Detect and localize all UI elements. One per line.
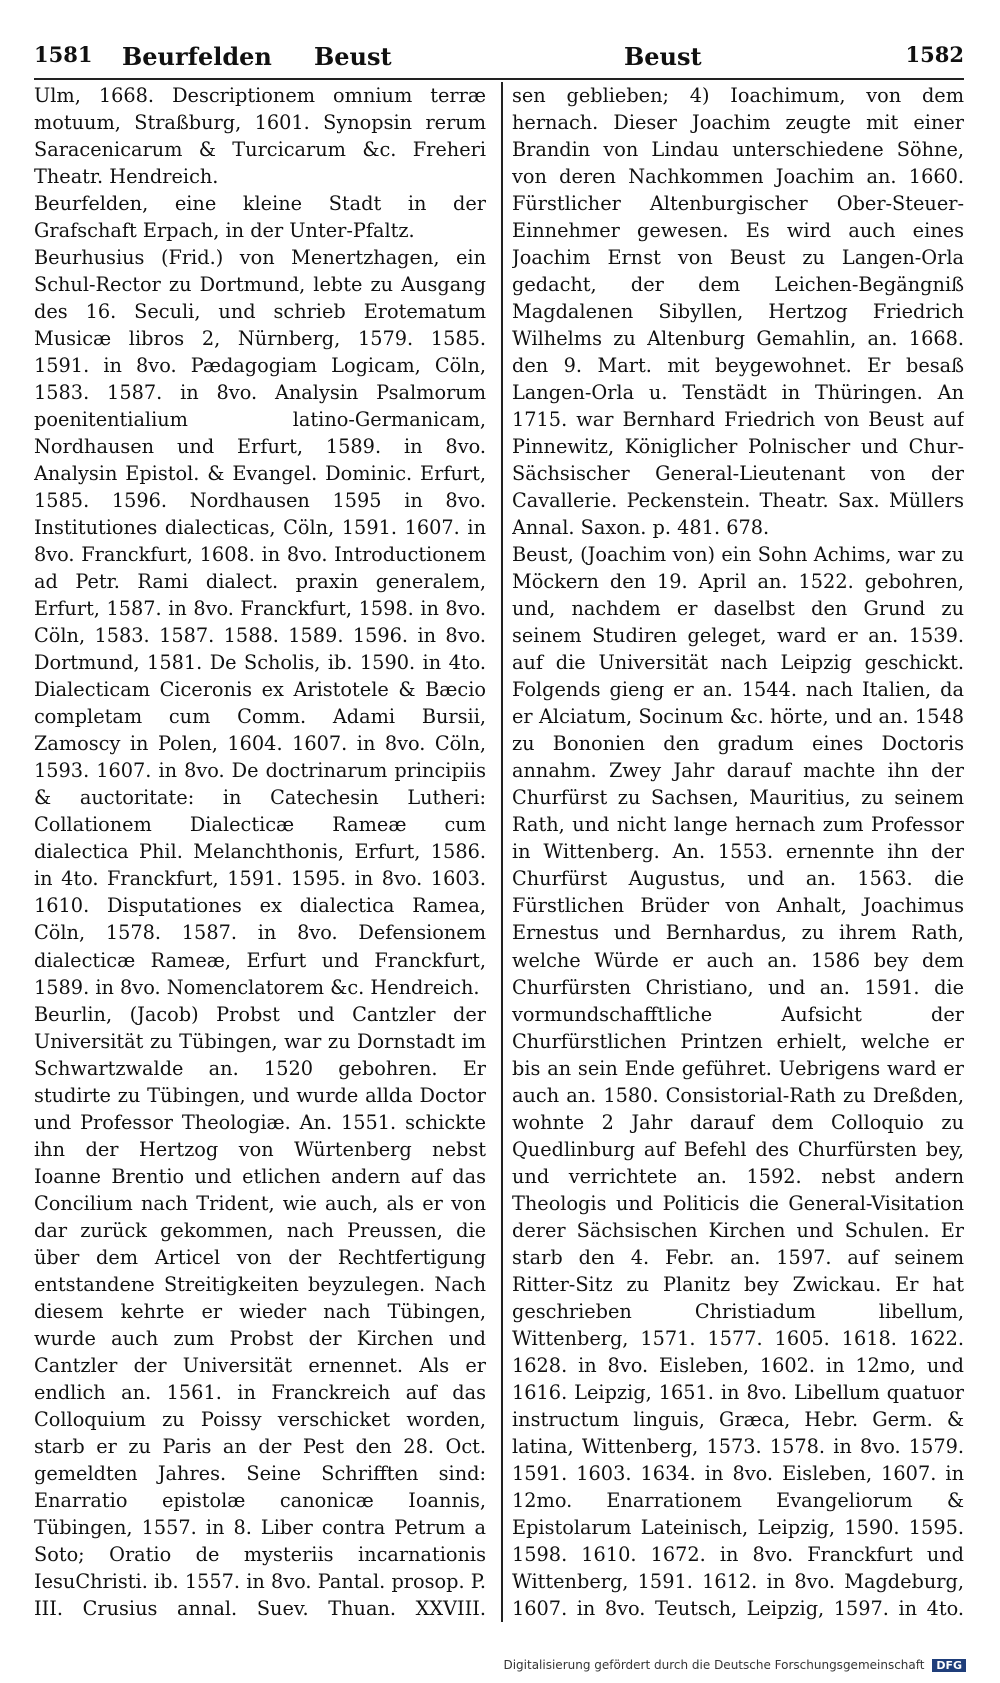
left-column xyxy=(34,82,486,1622)
article-paragraph: sen geblieben; 4) Ioachimum, von dem hernach. Dieser Joachim zeugte mit einer Brandin von Lindau unterschiedene Söhne, von deren Nachkommen Joachim an. 1660. Fürstlicher Altenburgischer Ober-Steuer-Einnehmer gewesen. Es wird auch eines Joachim Ernst von Beust zu Langen-Orla gedacht, der dem Leichen-Begängniß Magdalenen Sibyllen, Hertzog Friedrich Wilhelms zu Altenburg Gemahlin, an. 1668. den 9. Mart. mit beygewohnet. Er besaß Langen-Orla u. Tenstädt in Thüringen. An 1715. war Bernhard Friedrich von Beust auf Pinnewitz, Königlicher Polnischer und Chur-Sächsischer General-Lieutenant von der Cavallerie. Peckenstein. Theatr. Sax. Müllers Annal. Saxon. p. 481. 678. xyxy=(512,84,964,540)
header-keyword-left-1: Beurfelden xyxy=(122,42,272,71)
article-paragraph: Beurfelden, eine kleine Stadt in der Grafschaft Erpach, in der Unter-Pfaltz. xyxy=(34,192,486,243)
article-paragraph: Beurhusius (Frid.) von Menertzhagen, ein Schul-Rector zu Dortmund, lebte zu Ausgang des 16. Seculi, und schrieb Erotematum Musicæ libros 2, Nürnberg, 1579. 1585. 1591. in 8vo. Pædagogiam Logicam, Cöln, 1583. 1587. in 8vo. Analysin Psalmorum poenitentialium latino-Germanicam, Nordhausen und Erfurt, 1589. in 8vo. Analysin Epistol. & Evangel. Dominic. Erfurt, 1585. 1596. Nordhausen 1595 in 8vo. Institutiones dialecticas, Cöln, 1591. 1607. in 8vo. Franckfurt, 1608. in 8vo. Introductionem ad Petr. Rami dialect. praxin generalem, Erfurt, 1587. in 8vo. Franckfurt, 1598. in 8vo. Cöln, 1583. 1587. 1588. 1589. 1596. in 8vo. Dortmund, 1581. De Scholis, ib. 1590. in 4to. Dialecticam Ciceronis ex Aristotele & Bæcio completam cum Comm. Adami Bursii, Zamoscy in Polen, 1604. 1607. in 8vo. Cöln, 1593. 1607. in 8vo. De doctrinarum principiis & auctoritate: in Catechesin Lutheri: Collationem Dialecticæ Rameæ cum dialectica Phil. Melanchthonis, Erfurt, 1586. in 4to. Franckfurt, 1591. 1595. in 8vo. 1603. 1610. Disputationes ex dialectica Ramea, Cöln, 1578. 1587. in 8vo. Defensionem dialecticæ Rameæ, Erfurt und Franckfurt, 1589. in 8vo. Nomenclatorem &c. Hendreich. xyxy=(34,246,486,999)
article-paragraph: Ulm, 1668. Descriptionem omnium terræ motuum, Straßburg, 1601. Synopsin rerum Saracenicarum & Turcicarum &c. Freheri Theatr. Hendreich. xyxy=(34,84,486,189)
column-divider xyxy=(501,82,503,1622)
page-number-right: 1582 xyxy=(905,42,964,67)
page-header xyxy=(34,38,964,80)
footer xyxy=(503,1658,966,1672)
article-paragraph: Beust, (Joachim von) ein Sohn Achims, war zu Möckern den 19. April an. 1522. gebohren, und, nachdem er daselbst den Grund zu seinem Studiren geleget, ward er an. 1539. auf die Universität nach Leipzig geschickt. Folgends gieng er an. 1544. nach Italien, da er Alciatum, Socinum &c. hörte, und an. 1548 zu Bononien den gradum eines Doctoris annahm. Zwey Jahr darauf machte ihn der Churfürst zu Sachsen, Mauritius, zu seinem Rath, und nicht lange hernach zum Professor in Wittenberg. An. 1553. ernennte ihn der Churfürst Augustus, und an. 1563. die Fürstlichen Brüder von Anhalt, Joachimus Ernestus und Bernhardus, zu ihrem Rath, welche Würde er auch an. 1586 bey dem Churfürsten Christiano, und an. 1591. die vormundschafftliche Aufsicht der Churfürstlichen Printzen erhielt, welche er bis an sein Ende geführet. Uebrigens ward er auch an. 1580. Consistorial-Rath zu Dreßden, wohnte 2 Jahr darauf dem Colloquio zu Quedlinburg auf Befehl des Churfürsten bey, und verrichtete an. 1592. nebst andern Theologis und Politicis die General-Visitation derer Sächsischen Kirchen und Schulen. Er starb den 4. Febr. an. 1597. auf seinem Ritter-Sitz zu Planitz bey Zwickau. Er hat geschrieben Christiadum libellum, Wittenberg, 1571. 1577. 1605. 1618. 1622. 1628. in 8vo. Eisleben, 1602. in 12mo, und 1616. Leipzig, 1651. in 8vo. Libellum quatuor instructum linguis, Græca, Hebr. Germ. & latina, Wittenberg, 1573. 1578. in 8vo. 1579. 1591. 1603. 1634. in 8vo. Eisleben, 1607. in 12mo. Enarrationem Evangeliorum & Epistolarum Lateinisch, Leipzig, 1590. 1595. 1598. 1610. 1672. in 8vo. Franckfurt und Wittenberg, 1591. 1612. in 8vo. Magdeburg, 1607. in 8vo. Teutsch, Leipzig, 1597. in 4to. xyxy=(512,543,964,1620)
header-keyword-right: Beust xyxy=(624,42,702,71)
page-number-left: 1581 xyxy=(34,42,93,67)
article-paragraph: Beurlin, (Jacob) Probst und Cantzler der Universität zu Tübingen, war zu Dornstadt im Schwartzwalde an. 1520 gebohren. Er studirte zu Tübingen, und wurde allda Doctor und Professor Theologiæ. An. 1551. schickte ihn der Hertzog von Würtenberg nebst Ioanne Brentio und etlichen andern auf das Concilium nach Trident, wie auch, als er von dar zurück gekommen, nach Preussen, die über dem Articel von der Rechtfertigung entstandene Streitigkeiten beyzulegen. Nach diesem kehrte er wieder nach Tübingen, wurde auch zum Probst der Kirchen und Cantzler der Universität ernennet. Als er endlich an. 1561. in Franckreich auf das Colloquium zu Poissy verschicket worden, starb er zu Paris an der Pest den 28. Oct. gemeldten Jahres. Seine Schrifften sind: Enarratio epistolæ canonicæ Ioannis, Tübingen, 1557. in 8. Liber contra Petrum a Soto; Oratio de mysteriis incarnationis IesuChristi. ib. 1557. in 8vo. Pantal. prosop. P. III. Crusius annal. Suev. Thuan. XXVIII. xyxy=(34,1002,486,1620)
header-keyword-left-2: Beust xyxy=(314,42,392,71)
dfg-logo: DFG xyxy=(932,1659,966,1672)
right-column xyxy=(512,82,964,1622)
footer-text: Digitalisierung gefördert durch die Deutsche Forschungsgemeinschaft xyxy=(503,1658,925,1672)
